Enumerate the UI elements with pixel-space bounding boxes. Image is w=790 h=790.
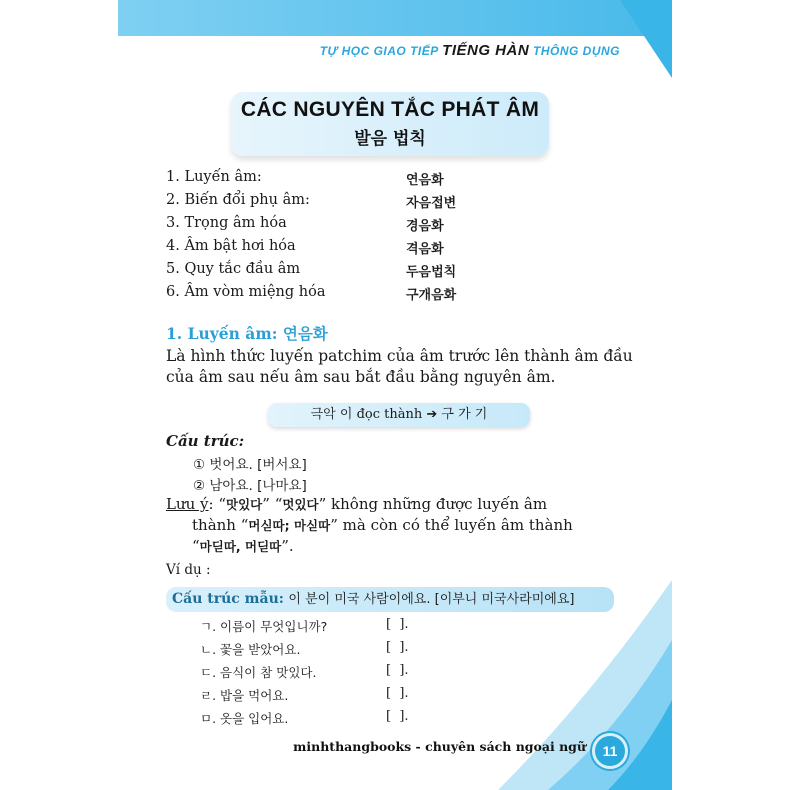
list-item-vi: 1. Luyến âm: xyxy=(166,169,262,185)
drill-ko: ㄴ. 꽃을 받았어요. xyxy=(200,642,301,657)
note-label: Lưu ý xyxy=(166,495,209,513)
title-box xyxy=(231,92,549,156)
model-bar xyxy=(166,587,614,612)
top-corner-decoration xyxy=(620,0,672,78)
example-bar xyxy=(268,403,530,427)
example-ko-right: 구 가 기 xyxy=(441,407,488,422)
header-prefix: TỰ HỌC GIAO TIẾP xyxy=(319,44,439,58)
drill-ko: ㄱ. 이름이 무엇입니까? xyxy=(200,619,328,634)
header-suffix: THÔNG DỤNG xyxy=(533,44,620,58)
note-colon: : xyxy=(208,495,214,513)
note-q2: 멋있다 xyxy=(282,497,319,512)
running-header xyxy=(320,42,620,59)
note-end: . xyxy=(288,537,294,555)
list-item-vi: 5. Quy tắc đầu âm xyxy=(166,261,301,277)
list-item-ko: 격음화 xyxy=(406,242,444,257)
drill-item xyxy=(200,709,409,727)
drill-bracket: [ ]. xyxy=(386,686,409,701)
list-item-ko: 구개음화 xyxy=(406,288,457,303)
rules-list xyxy=(166,169,466,307)
section-paragraph: Là hình thức luyến patchim của âm trước lên thành âm đầu của âm sau nếu âm sau bắt đầu bằng nguyên âm. xyxy=(166,347,633,386)
list-item xyxy=(166,238,466,261)
note-text3: mà còn có thể luyến âm thành xyxy=(342,516,573,534)
list-item-vi: 6. Âm vòm miệng hóa xyxy=(166,284,326,300)
list-item-vi: 3. Trọng âm hóa xyxy=(166,215,287,231)
drill-item xyxy=(200,686,409,704)
note-q4: 마딛따, 머딛따 xyxy=(199,539,282,554)
example-label: Ví dụ : xyxy=(166,562,211,578)
header-strong: TIẾNG HÀN xyxy=(442,42,530,59)
drill-bracket: [ ]. xyxy=(386,709,409,724)
footer-text: minhthangbooks - chuyên sách ngoại ngữ xyxy=(293,739,586,754)
note-q1: 맛있다 xyxy=(226,497,263,512)
list-item-ko: 경음화 xyxy=(406,219,444,234)
example-ko-left: 극악 이 xyxy=(310,407,353,422)
list-item xyxy=(166,192,466,215)
drill-ko: ㅁ. 옷을 입어요. xyxy=(200,711,289,726)
note-text2: thành xyxy=(192,516,236,534)
section-heading-vi: 1. Luyến âm: xyxy=(166,324,278,343)
example-middle: đọc thành xyxy=(356,407,423,422)
list-item-ko: 자음접변 xyxy=(406,196,457,211)
model-label: Cấu trúc mẫu: xyxy=(172,591,284,607)
drill-ko: ㄹ. 밥을 먹어요. xyxy=(200,688,289,703)
list-item xyxy=(166,284,466,307)
drill-bracket: [ ]. xyxy=(386,617,409,632)
structure-label: Cấu trúc: xyxy=(166,432,245,450)
page-title: CÁC NGUYÊN TẮC PHÁT ÂM xyxy=(240,98,540,121)
page-subtitle: 발음 법칙 xyxy=(354,129,426,149)
drill-ko: ㄷ. 음식이 참 맛있다. xyxy=(200,665,317,680)
drill-bracket: [ ]. xyxy=(386,663,409,678)
list-item-vi: 2. Biến đổi phụ âm: xyxy=(166,192,310,208)
note-block: Lưu ý: “맛있다” “멋있다” không những được luyến âm thành “머싣따; 마싣따” mà còn có thể luyến âm thành “마딛따, 머딛따”. xyxy=(166,495,573,555)
list-item-ko: 두음법칙 xyxy=(406,265,457,280)
arrow-icon: ➔ xyxy=(426,407,438,422)
note-text1: không những được luyến âm xyxy=(331,495,548,513)
structure-line: ① 벗어요. [버서요] xyxy=(193,457,307,473)
book-page xyxy=(118,0,672,790)
drill-item xyxy=(200,617,409,635)
list-item xyxy=(166,261,466,284)
list-item xyxy=(166,169,466,192)
note-q3: 머싣따; 마싣따 xyxy=(248,518,331,533)
list-item xyxy=(166,215,466,238)
list-item-ko: 연음화 xyxy=(406,173,444,188)
model-ko: 이 분이 미국 사람이에요. [이부니 미국사라미에요] xyxy=(288,592,575,607)
structure-line: ② 남아요. [나마요] xyxy=(193,478,307,494)
drill-item xyxy=(200,640,409,658)
drill-item xyxy=(200,663,409,681)
page-number: 11 xyxy=(592,733,628,769)
section-heading xyxy=(166,322,328,344)
drill-bracket: [ ]. xyxy=(386,640,409,655)
top-color-band xyxy=(118,0,672,36)
list-item-vi: 4. Âm bật hơi hóa xyxy=(166,238,296,254)
section-heading-ko: 연음화 xyxy=(282,325,328,343)
